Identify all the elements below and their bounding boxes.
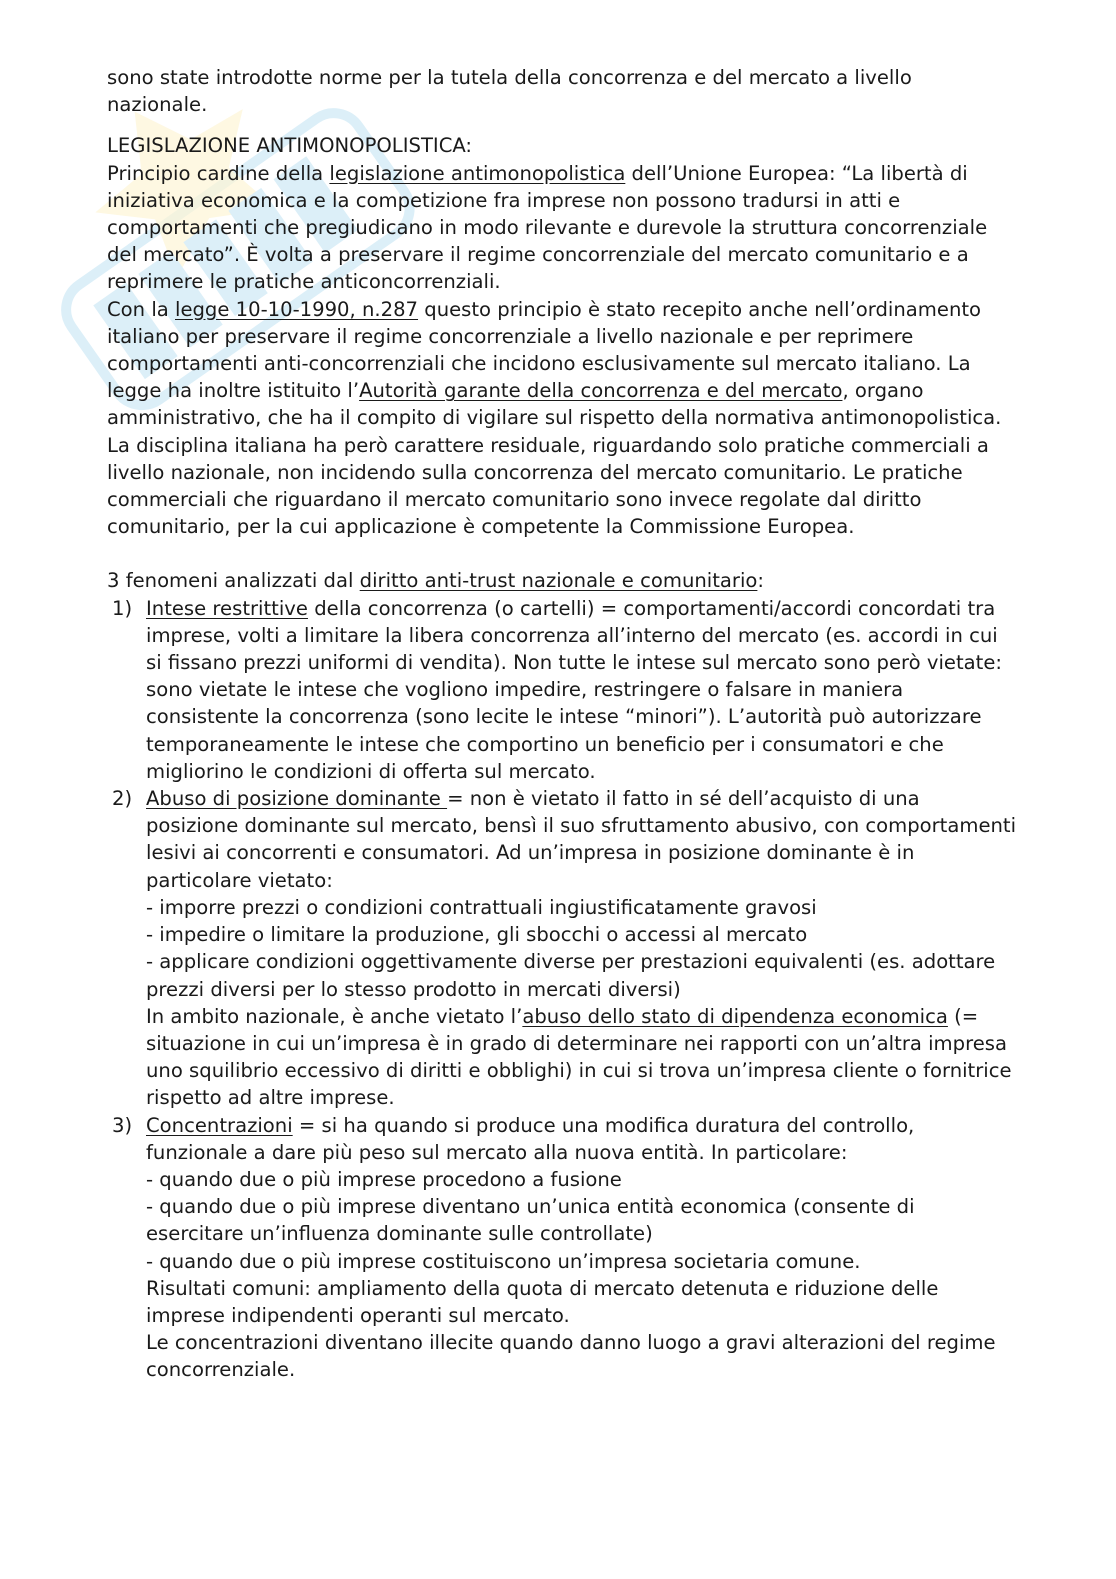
document-page — [107, 64, 1017, 1384]
legge-link: legge 10-10-1990, n.287 — [175, 297, 419, 321]
bullet: - impedire o limitare la produzione, gli sbocchi o accessi al mercato — [146, 923, 808, 947]
italian-law-paragraph: Con la legge 10-10-1990, n.287 questo principio è stato recepito anche nell’ordinamento italiano per preservare il regime concorrenziale a livello nazionale e per reprimere comportamenti anti-concorrenziali che incidono esclusivamente sul mercato italiano. La legge ha inoltre istituito l’Autorità garante della concorrenza e del mercato, organo amministrativo, che ha il compito di vigilare sul rispetto della normativa antimonopolistica. La disciplina italiana ha però carattere residuale, riguardando solo pratiche commerciali a livello nazionale, non incidendo sulla concorrenza del mercato comunitario. Le pratiche commerciali che riguardano il mercato comunitario sono invece regolate dal diritto comunitario, per la cui applicazione è competente la Commissione Europea. — [107, 297, 1002, 539]
dipendenza-link: abuso dello stato di dipendenza economica — [522, 1004, 948, 1028]
list-item: 3) Concentrazioni = si ha quando si produce una modifica duratura del controllo, funzionale a dare più peso sul mercato alla nuova entità. In particolare: - quando due o più imprese procedono a fusione - quando due o più imprese diventano un’unica entità economica (consente di esercitare un’influenza dominante sulle controllate) - quando due o più imprese costituiscono un’impresa societaria comune. Risultati comuni: ampliamento della quota di mercato detenuta e riduzione delle imprese indipendenti operanti sul mercato. Le concentrazioni diventano illecite quando danno luogo a gravi alterazioni del regime concorrenziale. — [107, 1112, 1017, 1384]
bullet: - quando due o più imprese procedono a fusione — [146, 1167, 622, 1191]
term-concentrazioni: Concentrazioni — [146, 1113, 293, 1137]
bullet: - quando due o più imprese diventano un’unica entità economica (consente di esercitare un’influenza dominante sulle controllate) — [146, 1195, 915, 1246]
legislazione-link: legislazione antimonopolistica — [329, 161, 626, 185]
autorita-link: Autorità garante della concorrenza e del mercato — [359, 379, 843, 403]
intro-continuation: sono state introdotte norme per la tutela della concorrenza e del mercato a livello nazionale. — [107, 66, 912, 117]
dipendenza-paragraph: In ambito nazionale, è anche vietato l’abuso dello stato di dipendenza economica (= situazione in cui un’impresa è in grado di determinare nei rapporti con un’altra impresa uno squilibrio eccessivo di diritti e obblighi) in cui si trova un’impresa cliente o fornitrice rispetto ad altre imprese. — [146, 1004, 1012, 1110]
term-intese: Intese restrittive — [146, 596, 308, 620]
bullet: - imporre prezzi o condizioni contrattuali ingiustificatamente gravosi — [146, 895, 817, 919]
term-abuso: Abuso di posizione dominante — [146, 787, 448, 811]
phenomena-list — [107, 595, 1017, 1384]
antitrust-link: diritto anti-trust nazionale e comunitario — [359, 569, 758, 593]
list-item: 2) Abuso di posizione dominante = non è vietato il fatto in sé dell’acquisto di una posizione dominante sul mercato, bensì il suo sfruttamento abusivo, con comportamenti lesivi ai concorrenti e consumatori. Ad un’impresa in posizione dominante è in particolare vietato: - imporre prezzi o condizioni contrattuali ingiustificatamente gravosi - impedire o limitare la produzione, gli sbocchi o accessi al mercato - applicare condizioni oggettivamente diverse per prestazioni equivalenti (es. adottare prezzi diversi per lo stesso prodotto in mercati diversi) In ambito nazionale, è anche vietato l’abuso dello stato di dipendenza economica (= situazione in cui un’impresa è in grado di determinare nei rapporti con un’altra impresa uno squilibrio eccessivo di diritti e obblighi) in cui si trova un’impresa cliente o fornitrice rispetto ad altre imprese. — [107, 785, 1017, 1111]
bullet: - applicare condizioni oggettivamente diverse per prestazioni equivalenti (es. adottare prezzi diversi per lo stesso prodotto in mercati diversi) — [146, 950, 996, 1001]
bullet: - quando due o più imprese costituiscono un’impresa societaria comune. — [146, 1249, 861, 1273]
results-paragraph: Risultati comuni: ampliamento della quota di mercato detenuta e riduzione delle imprese indipendenti operanti sul mercato. — [146, 1276, 939, 1327]
principle-paragraph: Principio cardine della legislazione antimonopolistica dell’Unione Europea: “La libertà di iniziativa economica e la competizione fra imprese non possono tradursi in atti e comportamenti che pregiudicano in modo rilevante e durevole la struttura concorrenziale del mercato”. È volta a preservare il regime concorrenziale del mercato comunitario e a reprimere le pratiche anticoncorrenziali. — [107, 161, 988, 294]
phenomena-intro: 3 fenomeni analizzati dal diritto anti-trust nazionale e comunitario: — [107, 569, 765, 593]
section-heading: LEGISLAZIONE ANTIMONOPOLISTICA: — [107, 134, 473, 158]
list-item: 1) Intese restrittive della concorrenza (o cartelli) = comportamenti/accordi concordati tra imprese, volti a limitare la libera concorrenza all’interno del mercato (es. accordi in cui si fissano prezzi uniformi di vendita). Non tutte le intese sul mercato sono però vietate: sono vietate le intese che vogliono impedire, restringere o falsare in maniera consistente la concorrenza (sono lecite le intese “minori”). L’autorità può autorizzare temporaneamente le intese che comportino un beneficio per i consumatori e che migliorino le condizioni di offerta sul mercato. — [112, 596, 1003, 783]
final-paragraph: Le concentrazioni diventano illecite quando danno luogo a gravi alterazioni del regime concorrenziale. — [146, 1331, 996, 1382]
